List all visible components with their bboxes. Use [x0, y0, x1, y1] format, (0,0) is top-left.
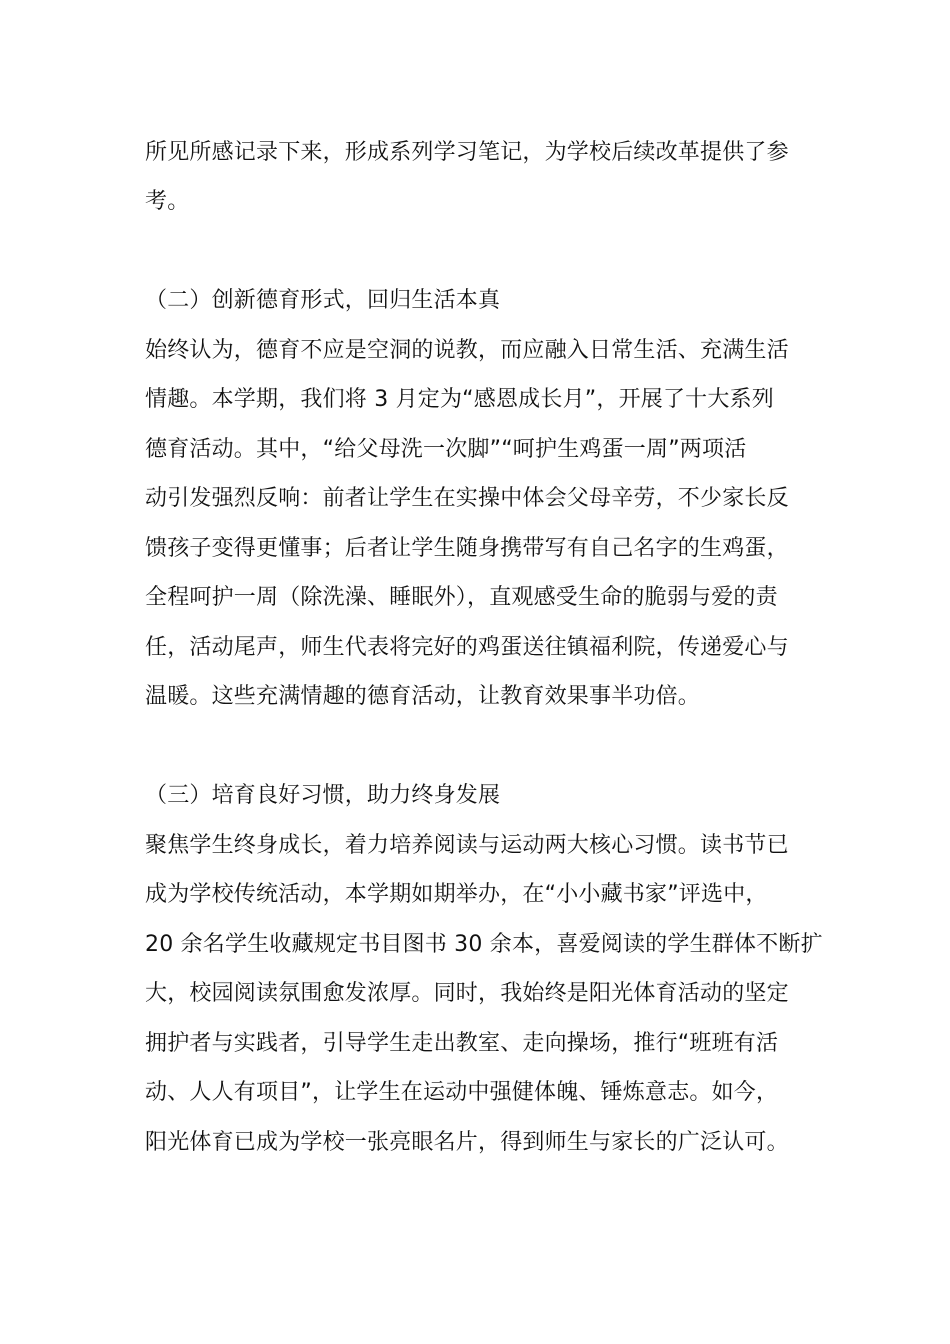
text-line: 考。: [145, 189, 190, 214]
text-line: 20 余名学生收藏规定书目图书 30 余本，喜爱阅读的学生群体不断扩: [145, 932, 823, 957]
text-line: 阳光体育已成为学校一张亮眼名片，得到师生与家长的广泛认可。: [145, 1130, 789, 1155]
text-line: 全程呵护一周（除洗澡、睡眠外），直观感受生命的脆弱与爱的责: [145, 585, 778, 610]
section-heading: （二）创新德育形式，回归生活本真: [145, 288, 501, 313]
text-line: 成为学校传统活动，本学期如期举办，在“小小藏书家”评选中，: [145, 882, 768, 907]
text-line: 大，校园阅读氛围愈发浓厚。同时，我始终是阳光体育活动的坚定: [145, 981, 789, 1006]
text-line: 馈孩子变得更懂事；后者让学生随身携带写有自己名字的生鸡蛋，: [145, 536, 789, 561]
section-heading: （三）培育良好习惯，助力终身发展: [145, 783, 501, 808]
text-line: 始终认为，德育不应是空洞的说教，而应融入日常生活、充满生活: [145, 338, 789, 363]
text-line: 所见所感记录下来，形成系列学习笔记，为学校后续改革提供了参: [145, 140, 789, 165]
text-line: 聚焦学生终身成长，着力培养阅读与运动两大核心习惯。读书节已: [145, 833, 789, 858]
text-line: 温暖。这些充满情趣的德育活动，让教育效果事半功倍。: [145, 684, 701, 709]
text-line: 任，活动尾声，师生代表将完好的鸡蛋送往镇福利院，传递爱心与: [145, 635, 789, 660]
text-line: 德育活动。其中，“给父母洗一次脚”“呵护生鸡蛋一周”两项活: [145, 437, 747, 462]
text-line: 拥护者与实践者，引导学生走出教室、走向操场，推行“班班有活: [145, 1031, 779, 1056]
text-line: 动引发强烈反响：前者让学生在实操中体会父母辛劳，不少家长反: [145, 486, 789, 511]
text-line: 情趣。本学期，我们将 3 月定为“感恩成长月”，开展了十大系列: [145, 387, 774, 412]
text-line: 动、人人有项目”，让学生在运动中强健体魄、锤炼意志。如今，: [145, 1080, 779, 1105]
